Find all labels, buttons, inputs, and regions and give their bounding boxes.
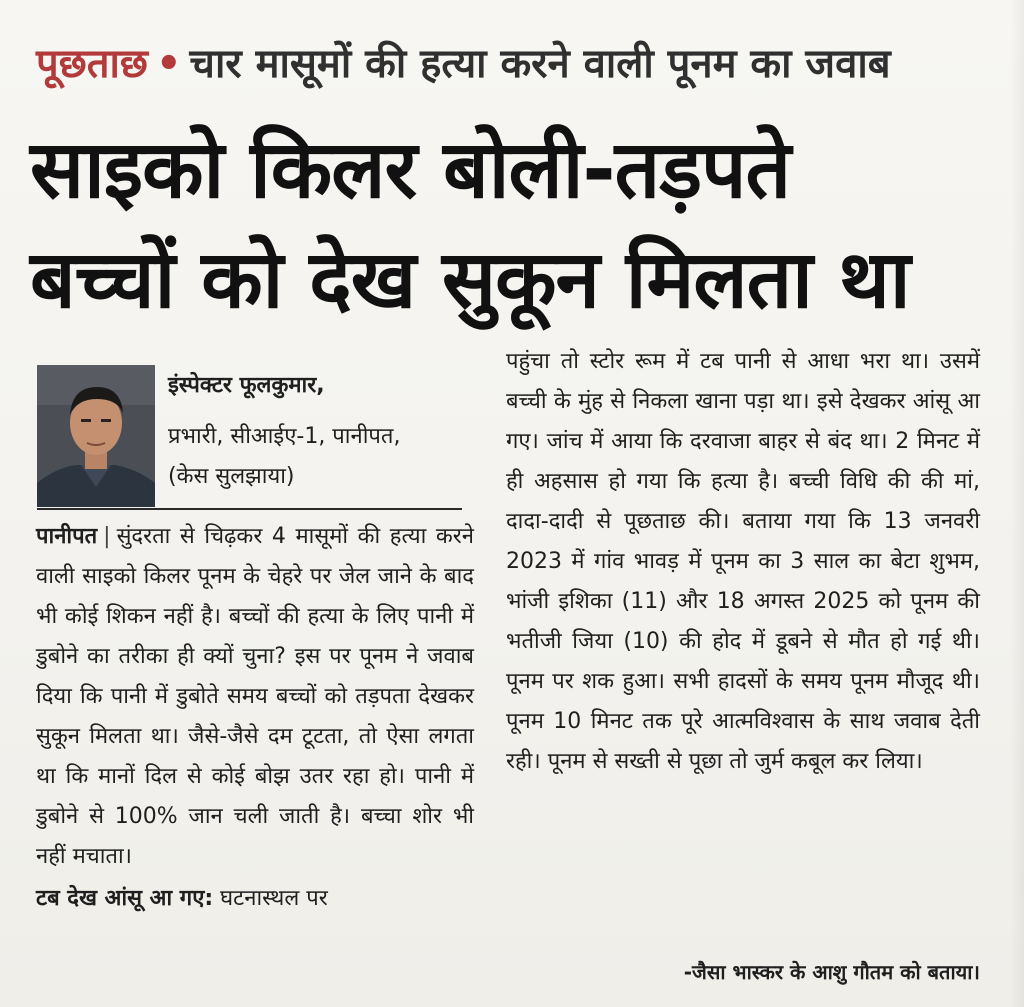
kicker-line [36, 34, 986, 94]
portrait-photo-icon [37, 365, 155, 507]
byline-note: (केस सुलझाया) [168, 464, 295, 489]
byline-role: प्रभारी, सीआईए-1, पानीपत, [168, 424, 401, 449]
kicker-text: चार मासूमों की हत्या करने वाली पूनम का जवाब [189, 41, 891, 87]
headline-line-2: बच्चों को देख सुकून मिलता था [30, 233, 910, 326]
byline-divider [37, 508, 462, 510]
subhead: टब देख आंसू आ गए: [36, 886, 214, 911]
article-column-left [36, 517, 474, 919]
subhead-continuation: घटनास्थल पर [220, 886, 328, 911]
headline-line-1: साइको किलर बोली-तड़पते [30, 123, 791, 216]
page-edge-shadow [1010, 0, 1024, 1007]
reporter-credit: -जैसा भास्कर के आशु गौतम को बताया। [683, 960, 980, 984]
article-column-right [506, 342, 980, 782]
dateline-separator: | [103, 524, 111, 549]
bullet-dot: • [155, 41, 182, 87]
paragraph-1-text: सुंदरता से चिढ़कर 4 मासूमों की हत्या करने वाली साइको किलर पूनम के चेहरे पर जेल जाने के बाद भी कोई शिकन नहीं है। बच्चों की हत्या के लिए पानी में डुबोने का तरीका ही क्यों चुना? इस पर पूनम ने जवाब दिया कि पानी में डुबोते समय बच्चों को तड़पता देखकर सुकून मिलता था। जैसे-जैसे दम टूटता, तो ऐसा लगता था कि मानों दिल से कोई बोझ उतर रहा हो। पानी में डुबोने से 100% जान चली जाती है। बच्चा शोर भी नहीं मचाता। [36, 524, 474, 869]
subhead-paragraph [36, 879, 474, 919]
dateline: पानीपत [36, 524, 98, 549]
inspector-photo [37, 365, 155, 507]
byline-name: इंस्पेक्टर फूलकुमार, [168, 373, 325, 398]
section-tag: पूछताछ [36, 41, 148, 87]
article-paragraph-1 [36, 517, 474, 877]
article-paragraph-2: पहुंचा तो स्टोर रूम में टब पानी से आधा भरा था। उसमें बच्ची के मुंह से निकला खाना पड़ा था। इसे देखकर आंसू आ गए। जांच में आया कि दरवाजा बाहर से बंद था। 2 मिनट में ही अहसास हो गया कि हत्या है। बच्ची विधि की की मां, दादा-दादी से पूछताछ की। बताया गया कि 13 जनवरी 2023 में गांव भावड़ में पूनम का 3 साल का बेटा शुभम, भांजी इशिका (11) और 18 अगस्त 2025 को पूनम की भतीजी जिया (10) की होद में डूबने से मौत हो गई थी। पूनम पर शक हुआ। सभी हादसों के समय पूनम मौजूद थी। पूनम 10 मिनट तक पूरे आत्मविश्वास के साथ जवाब देती रही। पूनम से सख्ती से पूछा तो जुर्म कबूल कर लिया। [506, 349, 980, 774]
